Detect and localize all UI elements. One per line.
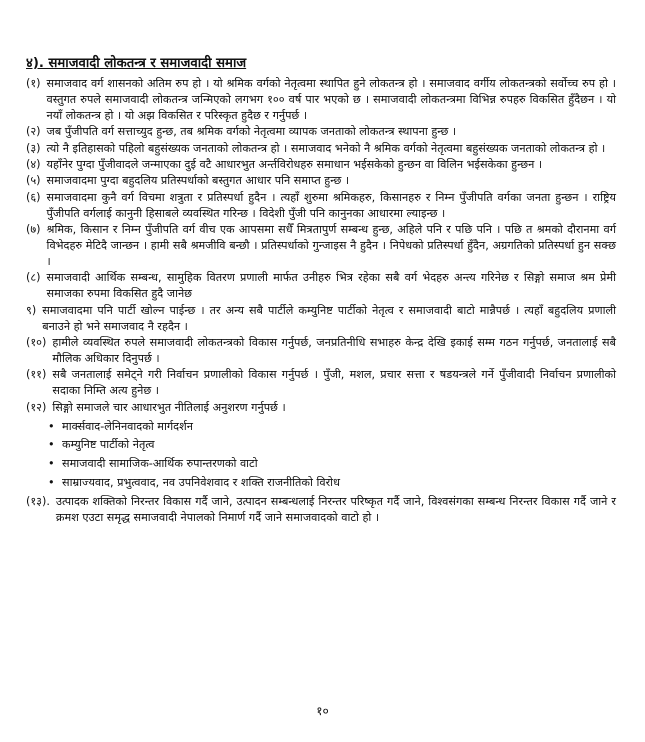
item-text: समाजवाद वर्ग शासनको अतिम रुप हो । यो श्रमिक वर्गको नेतृत्वमा स्थापित हुने लोकतन्त्र हो । समाजवाद वर्गीय लोकतन्त्रको सर्वोच्च रुप हो । वस्तुगत रुपले समाजवादी लोकतन्त्र जन्मिएको लगभग १०० वर्ष पार भएको छ । समाजवादी लोकतन्त्रमा विभिन्न रुपहरु विकसित हुँदैछन । यो नयाँ लोकतन्त्र हो । यो अझ विकसित र परिस्कृत हुदैछ र गर्नुपर्छ ।	[46, 77, 616, 122]
list-item	[26, 173, 616, 189]
item-text: हामीले व्यवस्थित रुपले समाजवादी लोकतन्त्रको विकास गर्नुपर्छ, जनप्रतिनीधि सभाहरु केन्द्र देखि इकाई सम्म गठन गर्नुपर्छ, जनतालाई सबै मौलिक अधिकार दिनुपर्छ ।	[52, 336, 616, 365]
item-text: जब पुँजीपति वर्ग सत्ताच्युद हुन्छ, तब श्रमिक वर्गको नेतृत्वमा व्यापक जनताको लोकतन्त्र स्थापना हुन्छ ।	[46, 125, 457, 139]
item-text: त्यो नै इतिहासको पहिलो बहुसंख्यक जनताको लोकतन्त्र हो । समाजवाद भनेको नै श्रमिक वर्गको नेतृत्वमा बहुसंख्यक जनताको लोकतन्त्र हो ।	[46, 141, 606, 155]
list-item	[26, 494, 616, 526]
item-number: (६)	[26, 190, 41, 204]
list-item	[26, 400, 616, 416]
list-item	[26, 367, 616, 399]
item-number: (१२)	[26, 400, 47, 414]
list-item	[26, 190, 616, 222]
item-number: ९)	[26, 303, 37, 317]
item-text: उत्पादक शक्तिको निरन्तर विकास गर्दै जाने, उत्पादन सम्बन्धलाई निरन्तर परिष्कृत गर्दै जाने, विश्वसंगका सम्बन्ध निरन्तर विकास गर्दै जाने र क्रमश एउटा समृद्ध समाजवादी नेपालको निमार्ण गर्दै जाने समाजवादको वाटो हो ।	[55, 494, 616, 524]
bullet-text: कम्युनिष्ट पार्टीको नेतृत्व	[62, 438, 155, 452]
bullet-dot: •	[48, 419, 55, 433]
item-number: (७)	[26, 223, 41, 237]
item-number: (३)	[26, 141, 41, 155]
item-number: (४)	[26, 158, 41, 172]
list-item	[26, 141, 616, 157]
item-text: समाजवादमा पनि पार्टी खोल्न पाईन्छ । तर अन्य सबै पार्टीले कम्युनिष्ट पार्टीको नेतृत्व र समाजवादी बाटो मान्नैपर्छ । त्यहाँ बहुदलिय प्रणाली बनाउने हो भने समाजवाद नै रहदैन ।	[42, 303, 616, 333]
item-number: (१०)	[26, 336, 47, 349]
bullet-dot: •	[48, 457, 55, 471]
item-text: यहाँनेर पुग्दा पुँजीवादले जन्माएका दुई वटै आधारभुत अर्न्तविरोधहरु समाधान भईसकेको हुन्छन वा विलिन भईसकेका हुन्छन ।	[46, 158, 543, 172]
list-item	[26, 222, 616, 270]
item-number: (५)	[26, 174, 41, 188]
page-number: १०	[316, 704, 329, 718]
item-text: श्रमिक, किसान र निम्न पुँजीपति वर्ग वीच एक आपसमा सधैँ मित्रतापुर्ण सम्बन्ध हुन्छ, अहिले पनि र पछि पनि । पछि त श्रमको दौरानमा वर्ग विभेदहरु मेटिदै जान्छन । हामी सबै श्रमजीवि बन्छौ । प्रतिस्पर्धाको गुन्जाइस नै हुदैन । निपेधको प्रतिस्पर्धा हुँदैन, अग्रगतिको प्रतिस्पर्धा हुन सक्छ ।	[46, 223, 616, 268]
item-number: (१)	[26, 77, 41, 90]
bullet-text: साम्राज्यवाद, प्रभुत्ववाद, नव उपनिवेशवाद र शक्ति राजनीतिको विरोध	[62, 475, 340, 489]
document-page	[26, 56, 616, 526]
item-text: सबै जनतालाई समेट्ने गरी निर्वाचन प्रणालीको विकास गर्नुपर्छ । पुँजी, मशल, प्रचार सत्ता र षडयन्त्रले गर्ने पुँजीवादी निर्वाचन प्रणालीको सदाका निम्ति अत्य हुनेछ ।	[52, 368, 616, 398]
list-item	[26, 270, 616, 302]
item-text: समाजवादमा कुनै वर्ग विचमा शत्रुता र प्रतिस्पर्धा हुदैन । त्यहाँ शुरुमा श्रमिकहरु, किसानहरु र निम्न पुँजीपति वर्गका जनता हुन्छन । राष्ट्रिय पुँजीपति वर्गलाई कानुनी हिसाबले व्यवस्थित गरिन्छ । विदेशी पुँजी पनि कानुनका आधारमा ल्याइन्छ ।	[46, 190, 616, 220]
bullet-item	[48, 436, 616, 455]
bullet-item	[48, 418, 616, 437]
bullet-dot: •	[48, 438, 55, 452]
item-text: सिङ्गो समाजले चार आधारभुत नीतिलाई अनुशरण गर्नुपर्छ ।	[52, 400, 286, 414]
list-item	[26, 157, 616, 173]
bullet-text: मार्क्सवाद-लेनिनवादको मार्गदर्शन	[62, 419, 193, 433]
list-item	[26, 124, 616, 140]
bullet-item	[48, 455, 616, 474]
policy-bullet-list	[26, 418, 616, 493]
bullet-text: समाजवादी सामाजिक-आर्थिक रुपान्तरणको वाटो	[62, 457, 258, 471]
item-text: समाजवादी आर्थिक सम्बन्ध, सामुहिक वितरण प्रणाली मार्फत उनीहरु भित्र रहेका सबै वर्ग भेदहरु अन्त्य गरिनेछ र सिङ्गो समाज श्रम प्रेमी समाजका रुपमा विकसित हुदै जानेछ	[46, 271, 616, 301]
list-item	[26, 335, 616, 367]
item-number: (११)	[26, 368, 47, 382]
item-number: (८)	[26, 271, 41, 285]
section-heading: ४). समाजवादी लोकतन्त्र र समाजवादी समाज	[26, 56, 247, 71]
item-number: (१३).	[26, 494, 50, 508]
bullet-dot: •	[48, 475, 55, 489]
item-number: (२)	[26, 125, 41, 139]
bullet-item	[48, 474, 616, 493]
item-text: समाजवादमा पुग्दा बहुदलिय प्रतिस्पर्धाको बस्तुगत आधार पनि समाप्त हुन्छ ।	[46, 174, 350, 188]
list-item	[26, 303, 616, 335]
list-item	[26, 76, 616, 124]
